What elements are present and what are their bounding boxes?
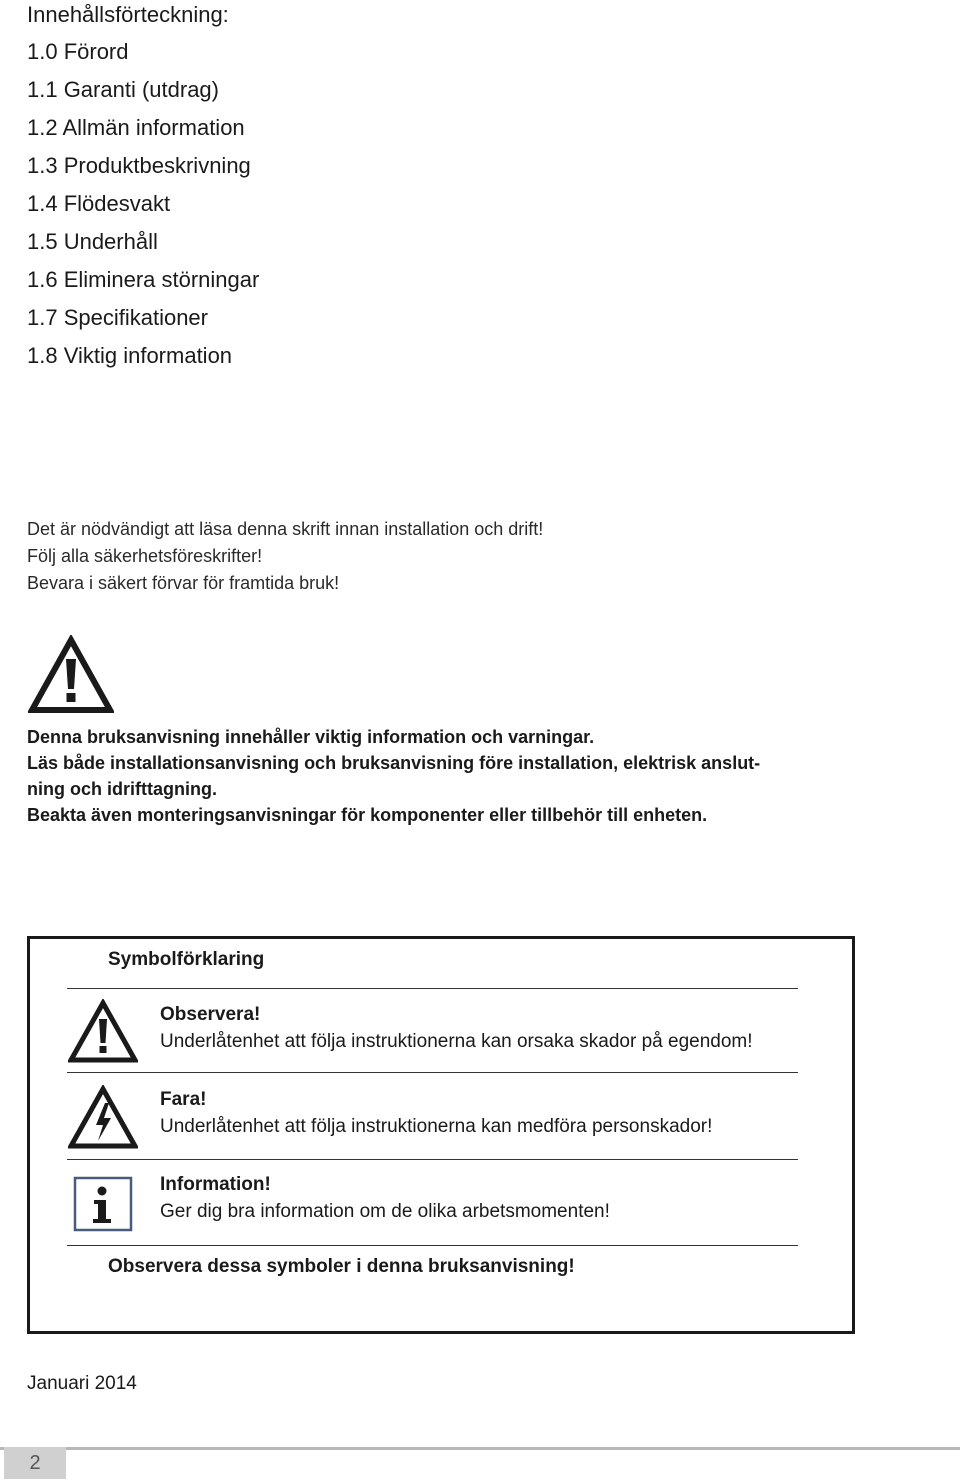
toc-item: 1.2 Allmän information bbox=[27, 115, 245, 140]
toc-item: 1.8 Viktig information bbox=[27, 343, 233, 368]
legend-entry-text: Underlåtenhet att följa instruktionerna kan medföra personskador! bbox=[160, 1116, 713, 1137]
divider bbox=[67, 1072, 798, 1073]
legend-entry-text: Ger dig bra information om de olika arbetsmomenten! bbox=[160, 1201, 610, 1222]
toc-list bbox=[27, 38, 259, 380]
legend-footer: Observera dessa symboler i denna bruksanvisning! bbox=[108, 1256, 575, 1277]
legend-entry bbox=[160, 1086, 712, 1140]
toc-item: 1.1 Garanti (utdrag) bbox=[27, 77, 219, 102]
warning-triangle-icon bbox=[28, 635, 114, 715]
toc-item: 1.0 Förord bbox=[27, 39, 129, 64]
page-number: 2 bbox=[4, 1447, 66, 1479]
intro-notice bbox=[27, 516, 543, 597]
intro-line: Bevara i säkert förvar för framtida bruk! bbox=[27, 573, 340, 593]
divider bbox=[67, 1245, 798, 1246]
symbol-legend-box bbox=[27, 936, 855, 1334]
toc-item: 1.5 Underhåll bbox=[27, 229, 158, 254]
divider bbox=[67, 988, 798, 989]
warning-text bbox=[27, 724, 857, 828]
divider bbox=[67, 1159, 798, 1160]
warning-line: Denna bruksanvisning innehåller viktig information och varningar. bbox=[27, 727, 595, 747]
legend-entry bbox=[160, 1001, 753, 1055]
legend-entry-text: Underlåtenhet att följa instruktionerna kan orsaka skador på egendom! bbox=[160, 1031, 753, 1052]
toc-item: 1.3 Produktbeskrivning bbox=[27, 153, 251, 178]
legend-entry bbox=[160, 1171, 610, 1225]
toc-title: Innehållsförteckning: bbox=[27, 2, 229, 27]
warning-line: ning och idrifttagning. bbox=[27, 779, 217, 799]
legend-title: Symbolförklaring bbox=[108, 949, 265, 970]
intro-line: Följ alla säkerhetsföreskrifter! bbox=[27, 546, 263, 566]
warning-triangle-icon bbox=[68, 999, 138, 1064]
electric-hazard-icon bbox=[68, 1085, 138, 1150]
legend-entry-heading: Information! bbox=[160, 1174, 271, 1195]
intro-line: Det är nödvändigt att läsa denna skrift innan installation och drift! bbox=[27, 519, 544, 539]
information-icon bbox=[72, 1175, 134, 1233]
legend-entry-heading: Fara! bbox=[160, 1089, 207, 1110]
warning-line: Läs både installationsanvisning och bruksanvisning före installation, elektrisk anslut- bbox=[27, 753, 761, 773]
publication-date: Januari 2014 bbox=[27, 1373, 137, 1394]
toc-item: 1.4 Flödesvakt bbox=[27, 191, 171, 216]
toc-item: 1.7 Specifikationer bbox=[27, 305, 208, 330]
legend-entry-heading: Observera! bbox=[160, 1004, 261, 1025]
warning-line: Beakta även monteringsanvisningar för komponenter eller tillbehör till enheten. bbox=[27, 805, 708, 825]
toc-item: 1.6 Eliminera störningar bbox=[27, 267, 260, 292]
footer-rule bbox=[0, 1447, 960, 1450]
